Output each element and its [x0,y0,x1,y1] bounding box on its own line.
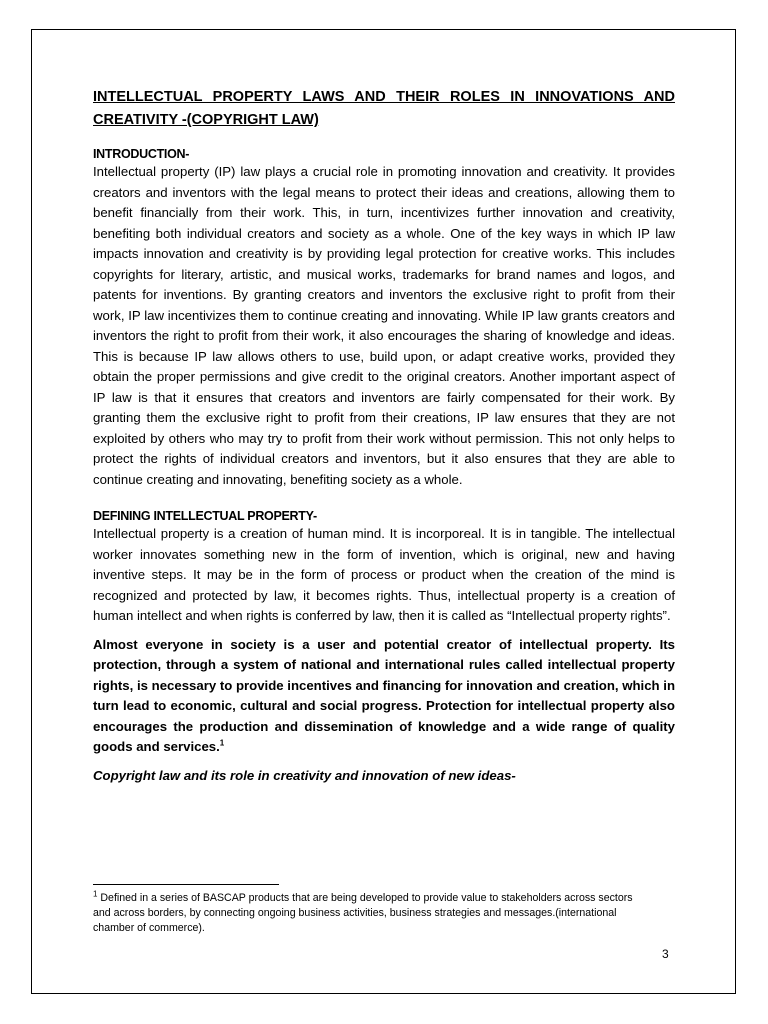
footnote [93,891,653,936]
section-heading-introduction: INTRODUCTION- [93,147,190,161]
ip-protection-paragraph [93,635,675,758]
section-heading-defining-ip: DEFINING INTELLECTUAL PROPERTY- [93,509,317,523]
copyright-subheading: Copyright law and its role in creativity and innovation of new ideas- [93,767,516,783]
introduction-paragraph: Intellectual property (IP) law plays a crucial role in promoting innovation and creativity. It provides creators and inventors with the legal means to protect their ideas and creations, allowing them to benefit financially from their work. This, in turn, incentivizes further innovation and creativity, benefiting both individual creators and society as a whole. One of the key ways in which IP law impacts innovation and creativity is by providing legal protection for creative works. This includes copyrights for literary, artistic, and musical works, trademarks for brand names and logos, and patents for inventions. By granting creators and inventors the exclusive right to profit from their work, IP law incentivizes them to continue creating and innovating. While IP law grants creators and inventors the right to profit from their work, it also encourages the sharing of knowledge and ideas. This is because IP law allows others to use, build upon, or adapt creative works, provided they obtain the proper permissions and give credit to the original creators. Another important aspect of IP law is that it ensures that creators and inventors are fairly compensated for their work. By granting them the exclusive right to profit from their creations, IP law ensures that they are not exploited by others who may try to profit from their work without permission. This not only helps to protect the rights of individual creators and inventors, but it also ensures that they are able to continue creating and innovating, benefiting society as a whole. [93,164,675,487]
footnote-text: Defined in a series of BASCAP products that are being developed to provide value to stakeholders across sectors and across borders, by connecting ongoing business activities, business strategies and messages.(international chamber of commerce). [93,892,633,934]
ip-protection-text: Almost everyone in society is a user and potential creator of intellectual property. Its protection, through a system of national and international rules called intellectual property rights, is necessary to provide incentives and financing for innovation and creation, which in turn lead to economic, cultural and social progress. Protection for intellectual property also encourages the production and dissemination of knowledge and a wide range of quality goods and services. [93,636,675,754]
document-body [93,86,675,786]
footnote-marker: 1 [93,889,98,899]
defining-ip-paragraph: Intellectual property is a creation of human mind. It is incorporeal. It is in tangible. The intellectual worker innovates something new in the form of invention, which is original, new and having inventive steps. It may be in the form of process or product when the creation of the mind is recognized and protected by law, it becomes rights. Thus, intellectual property is a creation of human intellect and when rights is conferred by law, then it is called as “Intellectual property rights”. [93,526,675,623]
footnote-separator [93,884,279,885]
page-number: 3 [662,947,669,961]
document-title: INTELLECTUAL PROPERTY LAWS AND THEIR ROLES IN INNOVATIONS AND CREATIVITY -(COPYRIGHT LAW) [93,89,675,128]
footnote-reference[interactable]: 1 [219,738,225,748]
